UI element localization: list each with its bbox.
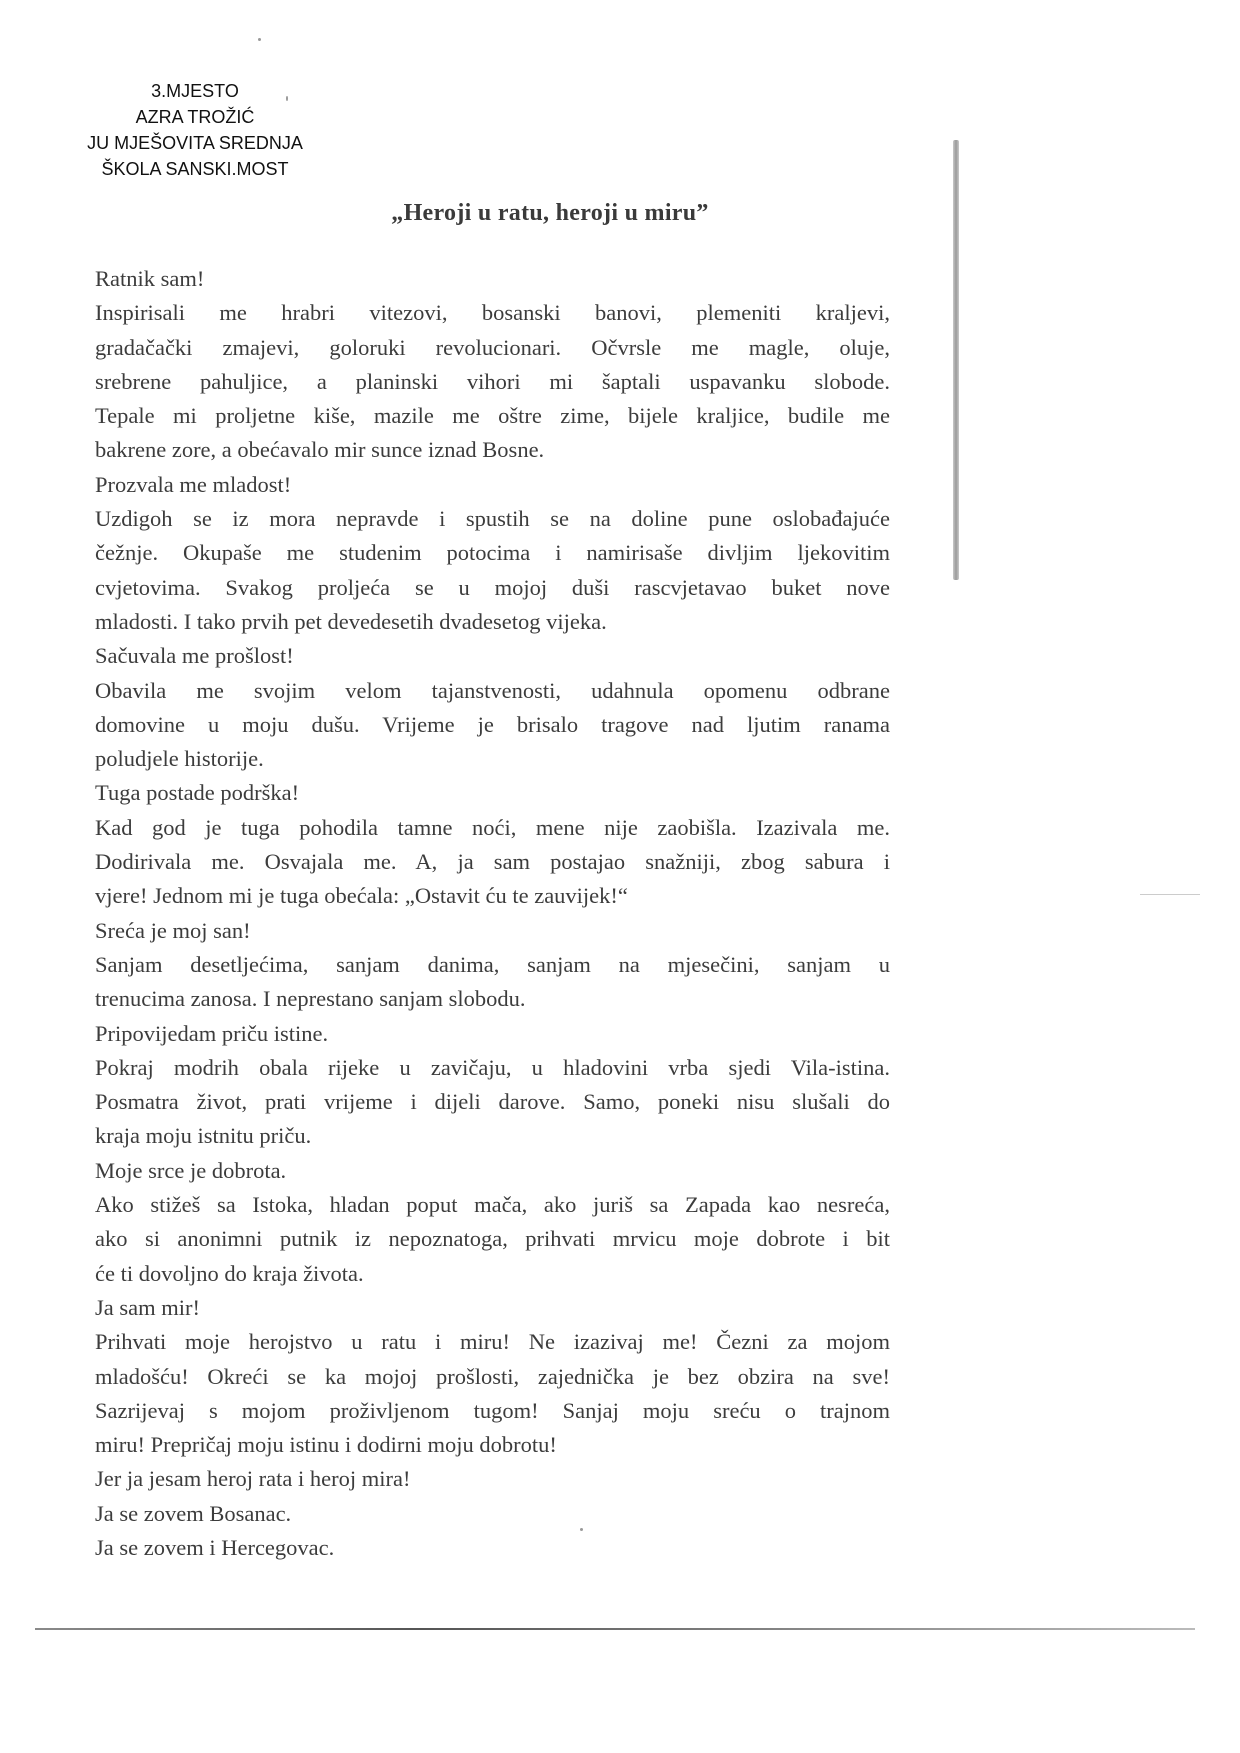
essay-line: mladošću! Okreći se ka mojoj prošlosti, zajednička je bez obzira na sve! xyxy=(95,1363,890,1389)
scan-speck xyxy=(286,96,288,101)
essay-line: Tuga postade podrška! xyxy=(95,780,300,806)
essay-line: Ja sam mir! xyxy=(95,1294,200,1320)
essay-line: Ja se zovem Bosanac. xyxy=(95,1500,292,1526)
essay-title: „Heroji u ratu, heroji u miru” xyxy=(391,200,709,226)
essay-line: srebrene pahuljice, a planinski vihori mi šaptali uspavanku slobode. xyxy=(95,368,890,394)
essay-line: Posmatra život, prati vrijeme i dijeli darove. Samo, poneki nisu slušali do xyxy=(95,1089,890,1115)
essay-line: Dodirivala me. Osvajala me. A, ja sam postajao snažniji, zbog sabura i xyxy=(95,849,890,875)
essay-line: Pokraj modrih obala rijeke u zavičaju, u hladovini vrba sjedi Vila-istina. xyxy=(95,1054,890,1080)
essay-line: cvjetovima. Svakog proljeća se u mojoj duši rascvjetavao buket nove xyxy=(95,574,890,600)
essay-line: vjere! Jednom mi je tuga obećala: „Ostavit ću te zauvijek!“ xyxy=(95,883,628,909)
essay-line: Sazrijevaj s mojom proživljenom tugom! Sanjaj moju sreću o trajnom xyxy=(95,1397,890,1423)
school-name-line-2: ŠKOLA SANSKI.MOST xyxy=(101,159,289,179)
essay-line: trenucima zanosa. I neprestano sanjam slobodu. xyxy=(95,986,526,1012)
school-name-line-1: JU MJEŠOVITA SREDNJA xyxy=(87,133,303,153)
essay-line: Jer ja jesam heroj rata i heroj mira! xyxy=(95,1466,411,1492)
essay-line: Sreća je moj san! xyxy=(95,917,251,943)
essay-line: Pripovijedam priču istine. xyxy=(95,1020,329,1046)
essay-line: kraja moju istnitu priču. xyxy=(95,1123,312,1149)
placement-label: 3.MJESTO xyxy=(151,81,239,101)
scan-margin-dash xyxy=(1140,894,1200,895)
essay-line: Prihvati moje herojstvo u ratu i miru! Ne izazivaj me! Čezni za mojom xyxy=(95,1329,890,1355)
essay-line: Ratnik sam! xyxy=(95,266,205,291)
author-name: AZRA TROŽIĆ xyxy=(135,107,255,127)
essay-line: Prozvala me mladost! xyxy=(95,471,292,497)
essay-line: Tepale mi proljetne kiše, mazile me oštre zime, bijele kraljice, budile me xyxy=(95,403,890,429)
essay-line: će ti dovoljno do kraja života. xyxy=(95,1260,364,1286)
essay-line: Sačuvala me prošlost! xyxy=(95,643,294,669)
essay-line: čežnje. Okupaše me studenim potocima i namirisaše divljim ljekovitim xyxy=(95,540,890,566)
essay-body xyxy=(95,262,890,1565)
essay-line: Sanjam desetljećima, sanjam danima, sanjam na mjesečini, sanjam u xyxy=(95,951,890,977)
essay-line: Obavila me svojim velom tajanstvenosti, udahnula opomenu odbrane xyxy=(95,677,890,703)
author-header xyxy=(70,78,320,182)
page-bottom-rule xyxy=(35,1628,1195,1630)
essay-line: Kad god je tuga pohodila tamne noći, mene nije zaobišla. Izazivala me. xyxy=(95,814,890,840)
scan-margin-mark xyxy=(953,140,959,580)
essay-line: Inspirisali me hrabri vitezovi, bosanski banovi, plemeniti kraljevi, xyxy=(95,300,890,326)
essay-line: domovine u moju dušu. Vrijeme je brisalo tragove nad ljutim ranama xyxy=(95,711,890,737)
essay-line: ako si anonimni putnik iz nepoznatoga, prihvati mrvicu moje dobrote i bit xyxy=(95,1226,890,1252)
scan-speck xyxy=(580,1528,583,1531)
essay-line: bakrene zore, a obećavalo mir sunce iznad Bosne. xyxy=(95,437,545,463)
essay-line: Ako stižeš sa Istoka, hladan poput mača, ako juriš sa Zapada kao nesreća, xyxy=(95,1192,890,1218)
essay-line: Uzdigoh se iz mora nepravde i spustih se na doline pune oslobađajuće xyxy=(95,506,890,532)
essay-line: Ja se zovem i Hercegovac. xyxy=(95,1534,335,1560)
essay-line: Moje srce je dobrota. xyxy=(95,1157,287,1183)
essay-line: gradačački zmajevi, goloruki revolucionari. Očvrsle me magle, oluje, xyxy=(95,334,890,360)
scan-speck xyxy=(258,38,261,41)
essay-line: mladosti. I tako prvih pet devedesetih dvadesetog vijeka. xyxy=(95,608,607,634)
essay-line: miru! Prepričaj moju istinu i dodirni moju dobrotu! xyxy=(95,1432,557,1458)
essay-line: poludjele historije. xyxy=(95,746,264,772)
